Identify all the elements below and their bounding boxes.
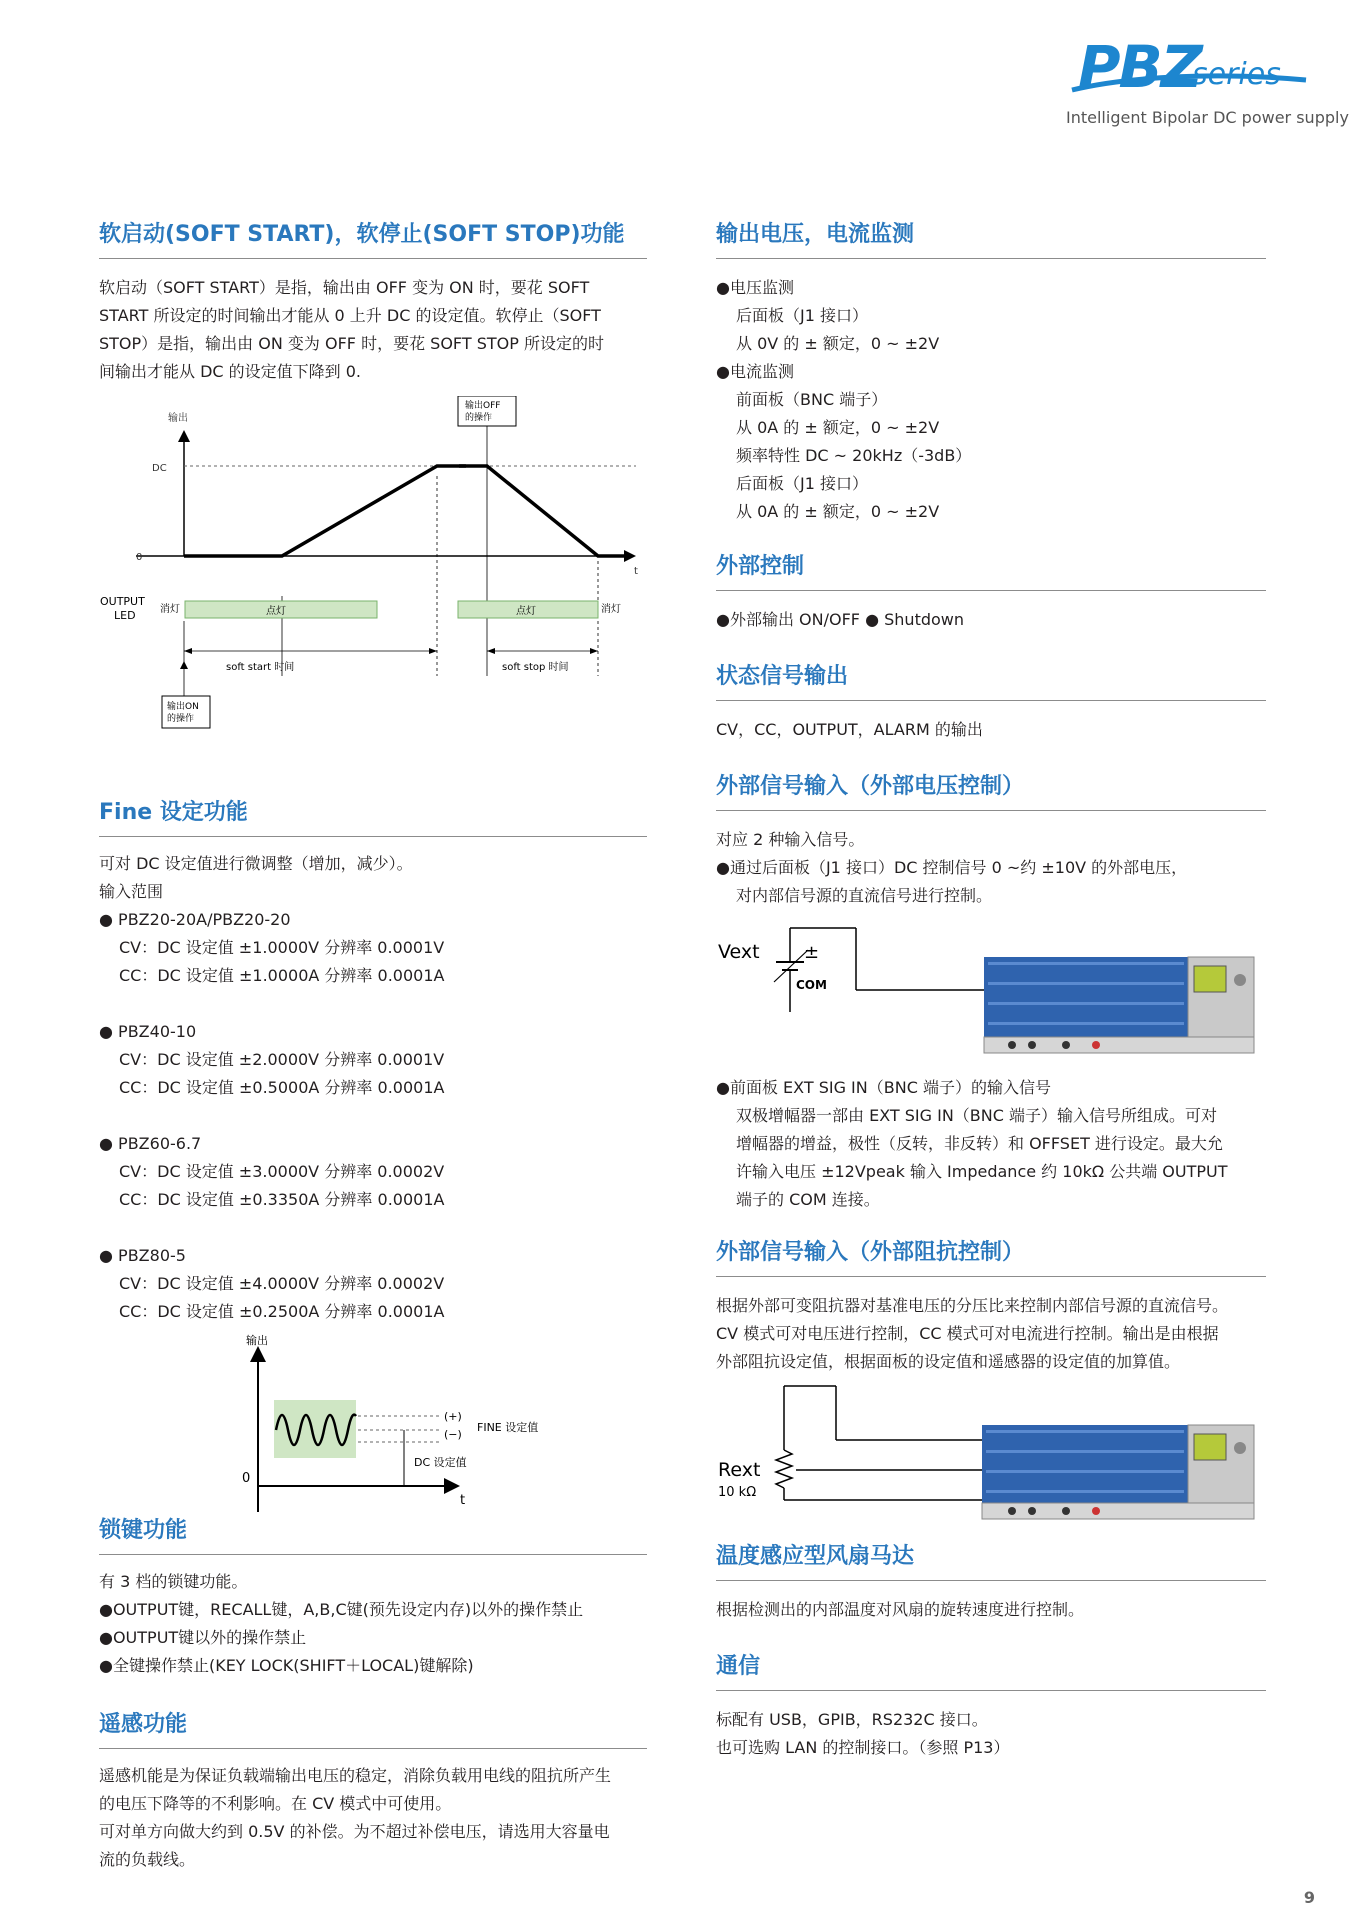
ext-voltage-text (716, 826, 1187, 910)
off-lamp-right: 消灯 (601, 604, 621, 615)
soft-start-title: 软启动(SOFT START)，软停止(SOFT STOP)功能 (99, 222, 625, 247)
soft-stop-ramp (459, 466, 630, 556)
comm-title: 通信 (716, 1654, 761, 1679)
device-stripe (988, 962, 1184, 965)
fine-title: Fine 设定功能 (99, 800, 248, 825)
led-label-2: LED (114, 609, 136, 622)
text-line: 外部阻抗设定值，根据面板的设定值和遥感器的设定值的加算值。 (716, 1352, 1181, 1371)
section-rule (99, 1554, 647, 1555)
text-line: ●电流监测 (716, 362, 794, 381)
zero-label: 0 (136, 552, 143, 563)
model-name: ● PBZ40-10 (99, 1022, 197, 1041)
off-lamp-left: 消灯 (160, 604, 180, 615)
plus-label: (+) (444, 1410, 462, 1423)
cv-range: CV：DC 设定值 ±4.0000V 分辨率 0.0002V (119, 1274, 445, 1293)
ext-resist-title: 外部信号输入（外部阻抗控制） (716, 1240, 1025, 1265)
text-line: START 所设定的时间输出才能从 0 上升 DC 的设定值。软停止（SOFT (99, 306, 601, 325)
text-line: 从 0A 的 ± 额定，0 ~ ±2V (736, 502, 940, 521)
text-line: 增幅器的增益，极性（反转，非反转）和 OFFSET 进行设定。最大允 (736, 1134, 1223, 1153)
text-line: CV 模式可对电压进行控制，CC 模式可对电流进行控制。输出是由根据 (716, 1324, 1219, 1343)
logo-series: series (1192, 57, 1281, 92)
text-line: 对内部信号源的直流信号进行控制。 (736, 886, 993, 905)
text-line: 从 0V 的 ± 额定，0 ~ ±2V (736, 334, 940, 353)
text-line: 流的负载线。 (99, 1850, 196, 1869)
led-label-1: OUTPUT (100, 595, 145, 608)
device-base (982, 1503, 1254, 1519)
text-line: 根据外部可变阻抗器对基准电压的分压比来控制内部信号源的直流信号。 (716, 1296, 1229, 1315)
com-label: COM (796, 978, 827, 992)
device-base (984, 1037, 1254, 1053)
rext-diagram (716, 1380, 1266, 1530)
section-rule (716, 810, 1266, 811)
section-rule (99, 836, 647, 837)
section-rule (716, 1276, 1266, 1277)
text-line: 频率特性 DC ~ 20kHz（-3dB） (736, 446, 972, 465)
section-rule (716, 1690, 1266, 1691)
text-line: 有 3 档的锁键功能。 (99, 1572, 248, 1591)
section-rule (716, 590, 1266, 591)
soft-stop-time-label: soft stop 时间 (502, 662, 569, 673)
bnc-text (716, 1074, 1228, 1214)
resistor (776, 1450, 792, 1488)
cc-range: CC：DC 设定值 ±0.5000A 分辨率 0.0001A (119, 1078, 445, 1097)
device-knob (1234, 974, 1246, 986)
remote-title: 遥感功能 (99, 1712, 188, 1737)
text-line: 也可选购 LAN 的控制接口。（参照 P13） (716, 1738, 1010, 1757)
off-box-line1: 输出OFF (465, 401, 501, 411)
soft-start-text (99, 274, 604, 386)
cc-range: CC：DC 设定值 ±1.0000A 分辨率 0.0001A (119, 966, 445, 985)
cv-range: CV：DC 设定值 ±3.0000V 分辨率 0.0002V (119, 1162, 445, 1181)
soft-start-ramp (184, 466, 466, 556)
ext-voltage-title: 外部信号输入（外部电压控制） (716, 774, 1025, 799)
text-line: 对应 2 种输入信号。 (716, 830, 865, 849)
text-line: 标配有 USB，GPIB，RS232C 接口。 (716, 1710, 988, 1729)
vext-diagram (716, 922, 1266, 1062)
text-line: 双极增幅器一部由 EXT SIG IN（BNC 端子）输入信号所组成。可对 (736, 1106, 1217, 1125)
ext-control-title: 外部控制 (716, 554, 805, 579)
text-line: 后面板（J1 接口） (736, 474, 868, 493)
text-line: 输入范围 (99, 882, 164, 901)
fine-band (274, 1400, 356, 1458)
fine-zero: 0 (242, 1471, 251, 1486)
on-arrow (180, 661, 188, 669)
t-label: t (634, 566, 638, 577)
off-box-line2: 的操作 (465, 413, 493, 423)
device-terminal (1092, 1507, 1100, 1515)
device-terminal (1028, 1041, 1036, 1049)
text-line: ●OUTPUT键以外的操作禁止 (99, 1628, 307, 1647)
device-knob (1234, 1442, 1246, 1454)
on-box-line1: 输出ON (167, 702, 199, 712)
text-line: ●通过后面板（J1 接口）DC 控制信号 0 ~约 ±10V 的外部电压， (716, 858, 1188, 877)
section-rule (716, 700, 1266, 701)
text-line: 端子的 COM 连接。 (736, 1190, 880, 1209)
dc-label: DC (152, 463, 167, 474)
fine-diagram (232, 1330, 572, 1520)
dc-value-label: DC 设定值 (414, 1456, 467, 1469)
logo-brand: PBZ (1078, 33, 1201, 101)
text-line: ●电压监测 (716, 278, 794, 297)
lock-title: 锁键功能 (99, 1518, 188, 1543)
text-line: 从 0A 的 ± 额定，0 ~ ±2V (736, 418, 940, 437)
text-line: 可对 DC 设定值进行微调整（增加，减少）。 (99, 854, 413, 873)
device-terminal (1028, 1507, 1036, 1515)
monitor-title: 输出电压，电流监测 (716, 222, 915, 247)
device-terminal (1092, 1041, 1100, 1049)
remote-text (99, 1762, 611, 1874)
fine-t: t (460, 1493, 466, 1508)
on-lamp-start: 点灯 (266, 606, 286, 617)
section-rule (716, 1580, 1266, 1581)
model-name: ● PBZ20-20A/PBZ20-20 (99, 910, 291, 929)
device-terminal (1008, 1041, 1016, 1049)
cv-range: CV：DC 设定值 ±2.0000V 分辨率 0.0001V (119, 1050, 445, 1069)
section-rule (99, 1748, 647, 1749)
text-line: 软启动（SOFT START）是指，输出由 OFF 变为 ON 时，要花 SOFT (99, 278, 590, 297)
section-rule (716, 258, 1266, 259)
fine-value-label: FINE 设定值 (477, 1421, 539, 1434)
device-terminal (1062, 1507, 1070, 1515)
text-line: ●OUTPUT键，RECALL键，A,B,C键(预先设定内存)以外的操作禁止 (99, 1600, 584, 1619)
text-line: 后面板（J1 接口） (736, 306, 868, 325)
lock-text (99, 1568, 583, 1680)
on-lamp-stop: 点灯 (516, 606, 536, 617)
logo-tagline: Intelligent Bipolar DC power supply (1066, 108, 1349, 127)
text-line: STOP）是指，输出由 ON 变为 OFF 时，要花 SOFT STOP 所设定的时 (99, 334, 604, 353)
status-title: 状态信号输出 (716, 664, 849, 689)
model-name: ● PBZ80-5 (99, 1246, 186, 1265)
text-line: 遥感机能是为保证负载端输出电压的稳定，消除负载用电线的阻抗所产生 (99, 1766, 612, 1785)
section-rule (99, 258, 647, 259)
text-line: 的电压下降等的不利影响。在 CV 模式中可使用。 (99, 1794, 452, 1813)
soft-start-time-label: soft start 时间 (226, 662, 295, 673)
device-stripe (986, 1470, 1184, 1473)
text-line: 可对单方向做大约到 0.5V 的补偿。为不超过补偿电压，请选用大容量电 (99, 1822, 610, 1841)
device-screen (1194, 966, 1226, 992)
cv-range: CV：DC 设定值 ±1.0000V 分辨率 0.0001V (119, 938, 445, 957)
diagram-y-label: 输出 (168, 413, 188, 424)
rext-value: 10 kΩ (718, 1485, 757, 1500)
cc-range: CC：DC 设定值 ±0.2500A 分辨率 0.0001A (119, 1302, 445, 1321)
device-screen (1194, 1434, 1226, 1460)
device-stripe (988, 1002, 1184, 1005)
page-number: 9 (1303, 1888, 1315, 1907)
vext-label: Vext (718, 941, 760, 963)
device-stripe (988, 982, 1184, 985)
text-line: 前面板（BNC 端子） (736, 390, 888, 409)
fine-text (99, 850, 444, 1326)
soft-start-diagram (96, 396, 656, 746)
comm-text (716, 1706, 1009, 1762)
ext-resist-text (716, 1292, 1228, 1376)
text-line: ●全键操作禁止(KEY LOCK(SHIFT＋LOCAL)键解除) (99, 1656, 474, 1675)
device-stripe (986, 1430, 1184, 1433)
status-text: CV，CC，OUTPUT，ALARM 的输出 (716, 720, 983, 739)
minus-label: (−) (444, 1428, 462, 1441)
fan-text: 根据检测出的内部温度对风扇的旋转速度进行控制。 (716, 1600, 1085, 1619)
device-stripe (988, 1022, 1184, 1025)
device-stripe (986, 1450, 1184, 1453)
monitor-text (716, 274, 971, 526)
device-terminal (1062, 1041, 1070, 1049)
fine-y-label: 输出 (246, 1334, 268, 1347)
text-line: 间输出才能从 DC 的设定值下降到 0. (99, 362, 362, 381)
ext-control-text: ●外部输出 ON/OFF ● Shutdown (716, 610, 965, 629)
model-name: ● PBZ60-6.7 (99, 1134, 202, 1153)
device-terminal (1008, 1507, 1016, 1515)
text-line: 许输入电压 ±12Vpeak 输入 Impedance 约 10kΩ 公共端 OUTPUT (736, 1162, 1228, 1181)
cc-range: CC：DC 设定值 ±0.3350A 分辨率 0.0001A (119, 1190, 445, 1209)
fan-title: 温度感应型风扇马达 (716, 1544, 915, 1569)
pm-label: ± (804, 942, 820, 963)
rext-label: Rext (718, 1459, 761, 1481)
device-stripe (986, 1490, 1184, 1493)
text-line: ●前面板 EXT SIG IN（BNC 端子）的输入信号 (716, 1078, 1051, 1097)
on-box-line2: 的操作 (167, 714, 195, 724)
